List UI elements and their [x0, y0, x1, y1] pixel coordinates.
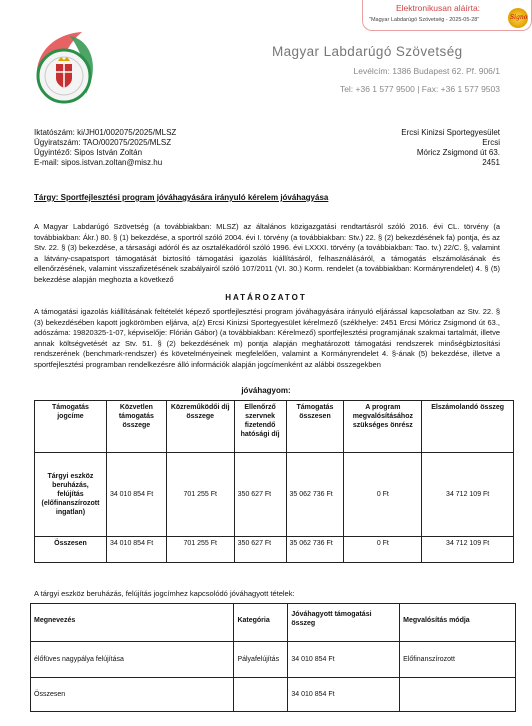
table-header-row	[35, 401, 514, 453]
table-cell: 34 010 854 Ft	[288, 642, 400, 678]
officer-email: E-mail: sipos.istvan.zoltan@misz.hu	[34, 158, 163, 167]
approved-items-table	[30, 603, 516, 712]
e-signature-badge	[362, 0, 532, 31]
approved-label: jóváhagyom:	[241, 386, 291, 395]
intro-paragraph: A Magyar Labdarúgó Szövetség (a továbbiakban: MLSZ) az általános közigazgatási rendtartásról szóló 2016. évi CL. törvény (a továbbiakban: Ákr.) 80. § (1) bekezdése, a sportról szóló 2004. évi I. törvény (a továbbiakban: Stv.) 22. § (2) bekezdésének fa) pontja, és az Stv. 22. § (3) bekezdése, a társasági adóról és az osztalékadóról szóló 1996. évi LXXXI. törvény (a továbbiakban: Tao. tv.) 22/C. §, valamint a látvány-csapatsport támogatását biztosító támogatási igazolás kiállításáról, felhasználásáról, a támogatás elszámolásának és ellenőrzésének, valamint visszafizetésének szabályairól szóló 107/2011 (VI. 30.) Korm. rendelet (a továbbiakban: Kormányrendelet) 4. § (5) bekezdése alapján meghozta a következő	[34, 222, 500, 284]
table-cell: 0 Ft	[344, 453, 422, 537]
document-meta	[34, 128, 176, 168]
case-number: Ügyiratszám: TAO/002075/2025/MLSZ	[34, 138, 172, 147]
approval-table	[34, 400, 514, 563]
table-row	[35, 537, 514, 563]
table-header: Megnevezés	[31, 604, 234, 642]
table-cell: 34 010 854 Ft	[106, 453, 166, 537]
table-row	[31, 642, 516, 678]
table-row	[35, 453, 514, 537]
table-cell: Pályafelújítás	[234, 642, 288, 678]
org-address: Levélcím: 1386 Budapest 62. Pf. 906/1	[353, 66, 500, 76]
table-header: Támogatás jogcíme	[35, 401, 107, 453]
signature-seal-icon: Signo	[508, 8, 528, 28]
recipient-city: Ercsi	[482, 138, 500, 147]
table-cell: 350 627 Ft	[234, 453, 286, 537]
recipient-zip: 2451	[482, 158, 500, 167]
table-header: A program megvalósításához szükséges önrész	[344, 401, 422, 453]
org-contact: Tel: +36 1 577 9500 | Fax: +36 1 577 9503	[339, 84, 500, 94]
mlsz-logo-icon	[30, 28, 102, 112]
subject-line: Tárgy: Sportfejlesztési program jóváhagyására irányuló kérelem jóváhagyása	[34, 193, 329, 202]
table-cell: Összesen	[35, 537, 107, 563]
table-cell: 350 627 Ft	[234, 537, 286, 563]
table-cell: Tárgyi eszköz beruházás, felújítás (előfinanszírozott ingatlan)	[35, 453, 107, 537]
table-cell: élőfüves nagypálya felújítása	[31, 642, 234, 678]
table-header: Ellenőrző szervnek fizetendő hatósági díj	[234, 401, 286, 453]
decision-heading: HATÁROZATOT	[225, 293, 307, 302]
table-cell: 0 Ft	[344, 537, 422, 563]
table-header: Elszámolandó összeg	[422, 401, 514, 453]
recipient-name: Ercsi Kinizsi Sportegyesület	[401, 128, 500, 137]
table-cell: 701 255 Ft	[166, 453, 234, 537]
table-cell: 701 255 Ft	[166, 537, 234, 563]
e-signature-signer: "Magyar Labdarúgó Szövetség - 2025-05-28"	[369, 17, 480, 23]
table-header: Kategória	[234, 604, 288, 642]
table-cell	[234, 678, 288, 712]
table-cell: 35 062 736 Ft	[286, 537, 344, 563]
table-cell: 34 010 854 Ft	[288, 678, 400, 712]
table-cell: 34 712 109 Ft	[422, 453, 514, 537]
recipient-street: Móricz Zsigmond út 63.	[416, 148, 500, 157]
table-header: Támogatás összesen	[286, 401, 344, 453]
decision-paragraph: A támogatási igazolás kiállításának feltételét képező sportfejlesztési program jóváhagyására irányuló eljárással kapcsolatban az Stv. 22. § (3) bekezdésében kapott jogkörömben eljárva, a(z) Ercsi Kinizsi Sportegyesület kérelmező (székhelye: 2451 Ercsi Móricz Zsigmond út 63., adószáma: 19820325-1-07, képviselője: Flórián Gábor) (a továbbiakban: Kérelmező) sportfejlesztési programjának szakmai tartalmát, illetve annak költségvetését az Stv. 51. § (2) bekezdésének m) pontja alapján meghatározott támogatási rendszerek minőségbiztosítási rendszerének (benchmark-rendszer) és követelményeinek megfelelően, valamint a Kormányrendelet 4. §-ának (5) bekezdése, illetve a sportfejlesztési programban rendelkezésre álló információk alapján jogcímenként az alábbi összegekben	[34, 307, 500, 369]
e-signature-title: Elektronikusan aláírta:	[395, 3, 481, 13]
registry-number: Iktatószám: ki/JH01/002075/2025/MLSZ	[34, 128, 177, 137]
table-header: Közreműködői díj összege	[166, 401, 234, 453]
case-officer: Ügyintéző: Sipos István Zoltán	[34, 148, 143, 157]
table-cell: 35 062 736 Ft	[286, 453, 344, 537]
table-header: Közvetlen támogatás összege	[106, 401, 166, 453]
organization-name: Magyar Labdarúgó Szövetség	[272, 44, 463, 59]
table-header: Jóváhagyott támogatási összeg	[288, 604, 400, 642]
table-cell: 34 712 109 Ft	[422, 537, 514, 563]
table-cell	[400, 678, 516, 712]
table-header-row	[31, 604, 516, 642]
table-row	[31, 678, 516, 712]
table-cell: Összesen	[31, 678, 234, 712]
table-cell: Előfinanszírozott	[400, 642, 516, 678]
items-intro: A tárgyi eszköz beruházás, felújítás jogcímhez kapcsolódó jóváhagyott tételek:	[34, 589, 295, 598]
table-header: Megvalósítás módja	[400, 604, 516, 642]
table-cell: 34 010 854 Ft	[106, 537, 166, 563]
recipient-block	[401, 128, 500, 168]
